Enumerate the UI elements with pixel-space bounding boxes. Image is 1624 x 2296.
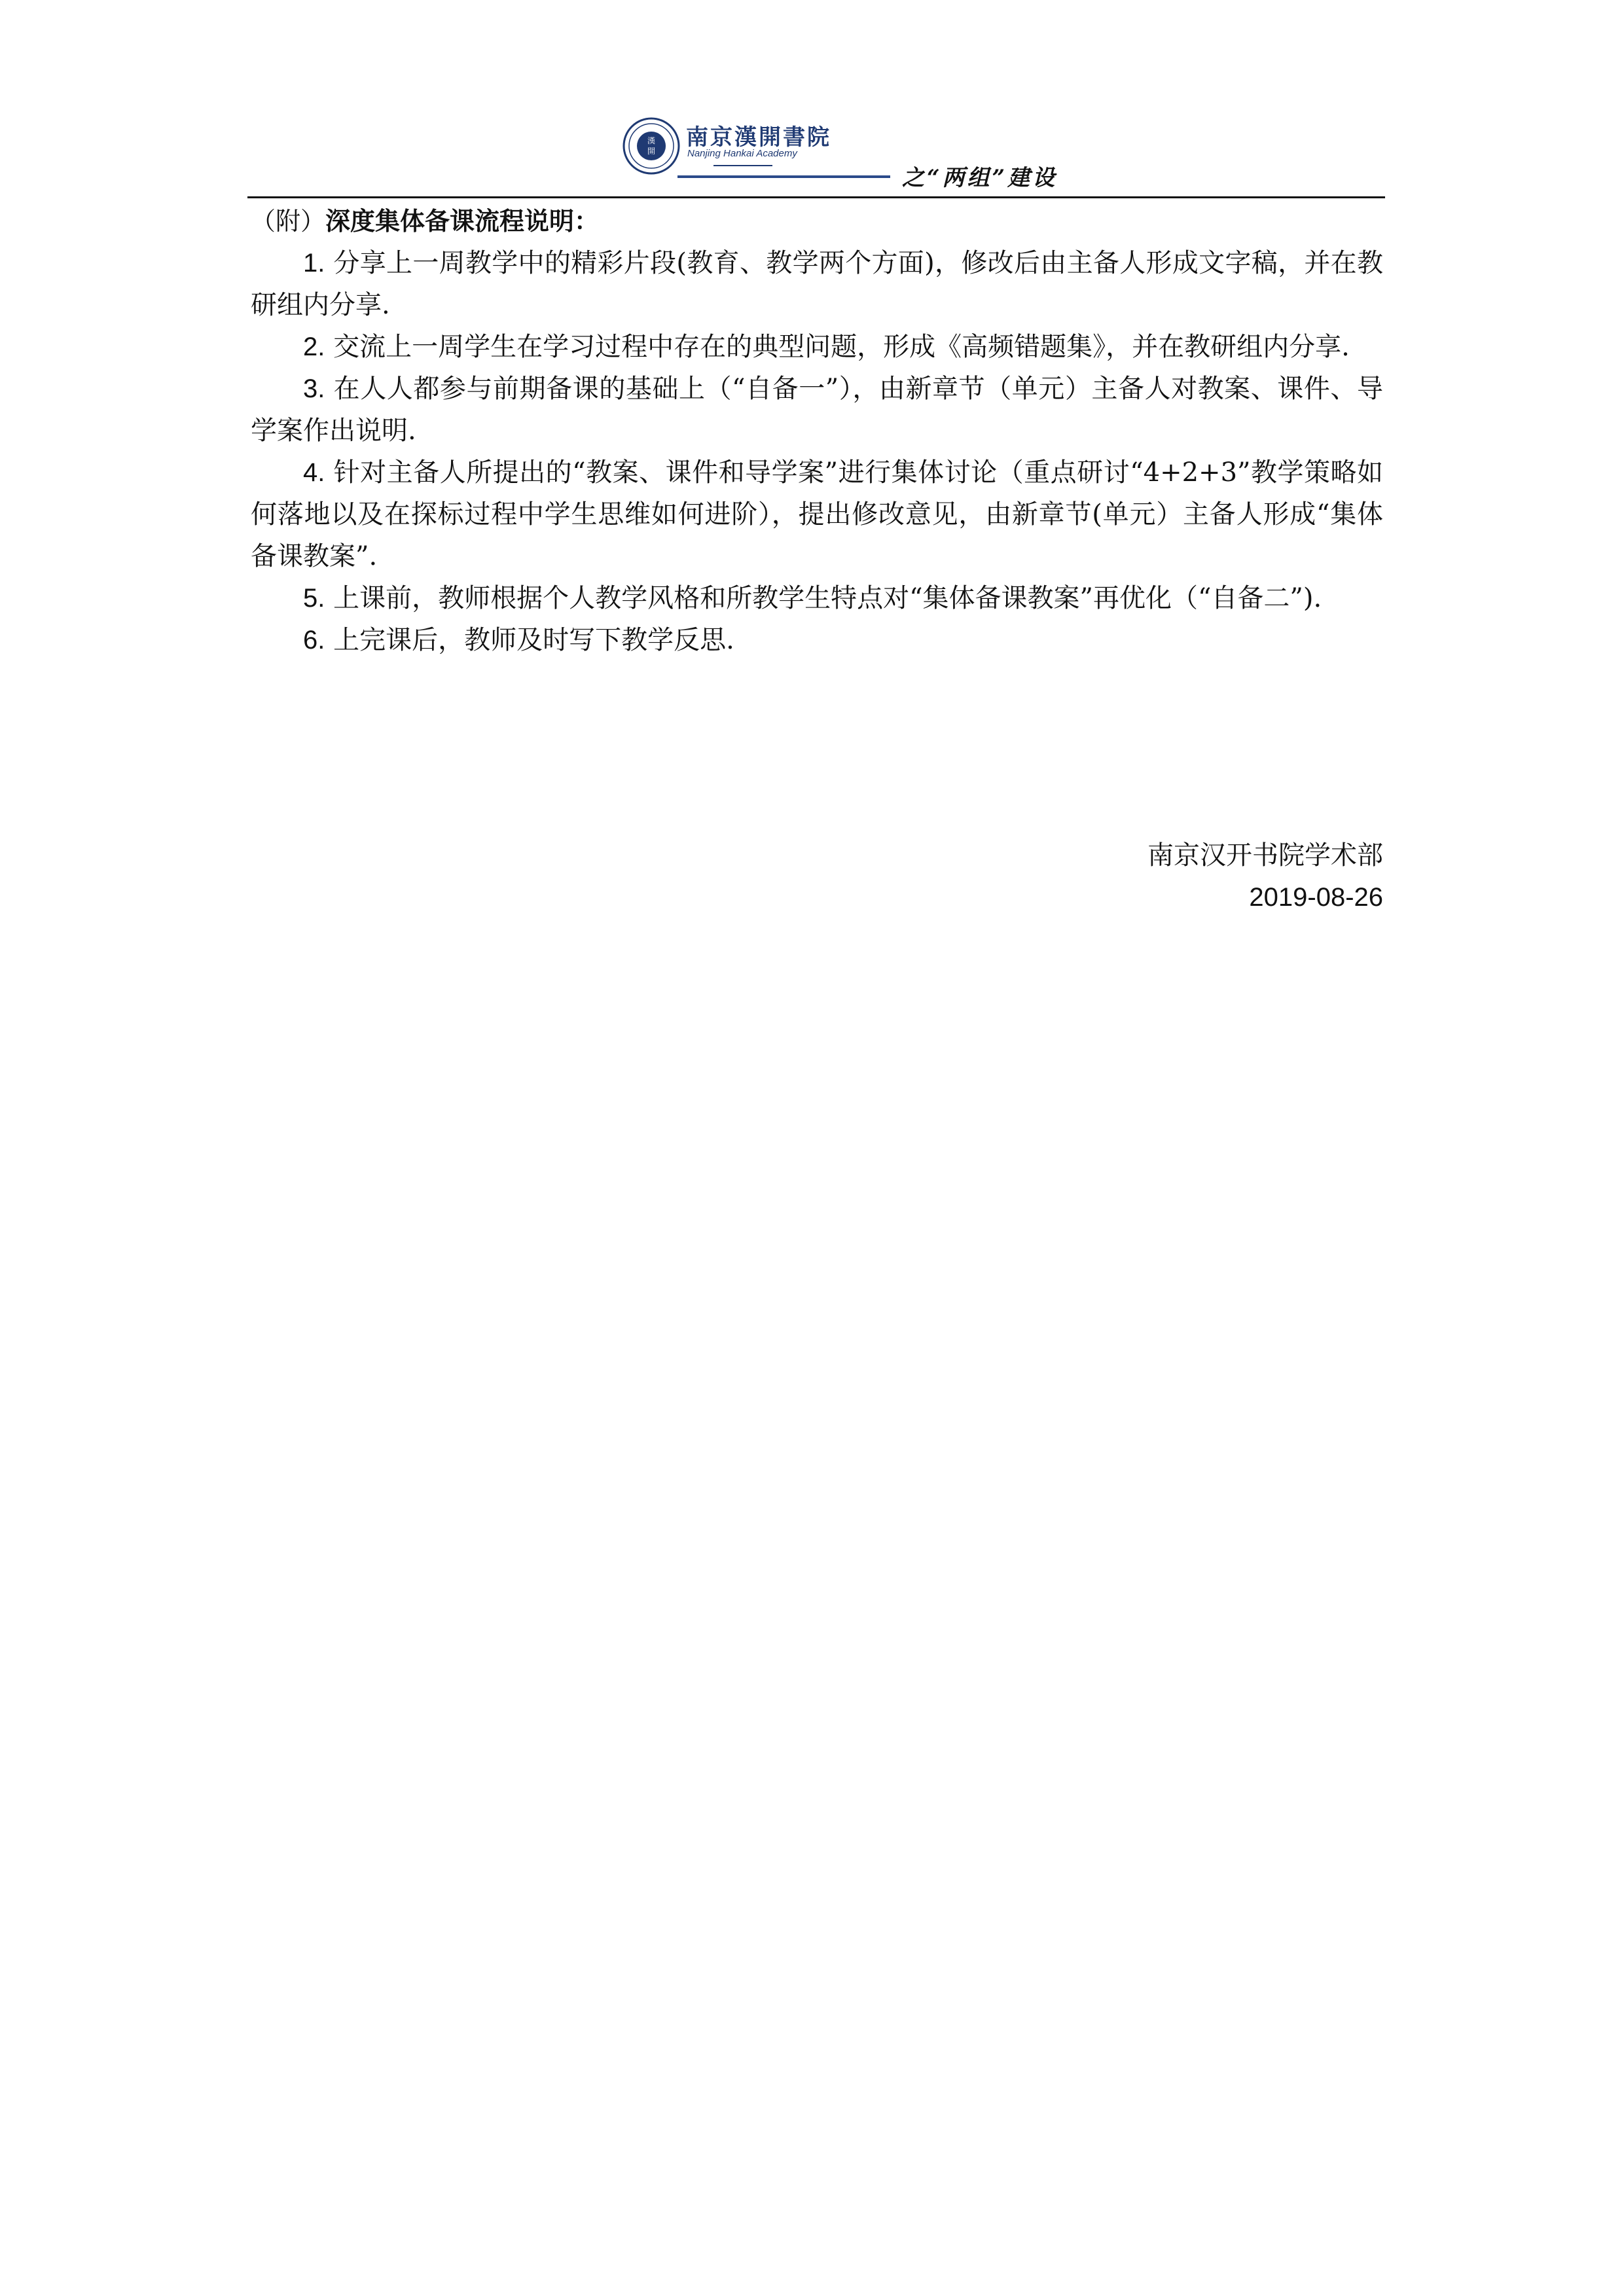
section-label: （附） [251, 207, 326, 236]
list-item-text: 分享上一周教学中的精彩片段(教育、教学两个方面)，修改后由主备人形成文字稿，并在教研组内分享. [251, 248, 1383, 320]
document-body [251, 200, 1383, 661]
logo-underline [713, 165, 772, 166]
list-item [251, 242, 1383, 326]
list-item [251, 577, 1383, 619]
section-heading: 深度集体备课流程说明： [325, 206, 600, 236]
signature-date: 2019-08-26 [1249, 883, 1383, 912]
academy-logo [622, 117, 831, 177]
header-rule [247, 196, 1385, 198]
list-item-text: 针对主备人所提出的“教案、课件和导学案”进行集体讨论（重点研讨“4+2+3”教学策略如何落地以及在探标过程中学生思维如何进阶），提出修改意见，由新章节(单元）主备人形成“集体备课教案”. [251, 457, 1383, 571]
list-item-number: 5. [303, 584, 325, 613]
list-item [251, 619, 1383, 661]
seal-text-bottom: 開 [647, 147, 656, 156]
signature-block [1147, 834, 1383, 918]
list-item-number: 3. [303, 374, 325, 403]
list-item-text: 在人人都参与前期备课的基础上（“自备一”），由新章节（单元）主备人对教案、课件、导学案作出说明. [251, 374, 1383, 446]
list-item-text: 上完课后，教师及时写下教学反思. [333, 625, 734, 655]
list-item [251, 368, 1383, 452]
list-item-number: 2. [303, 332, 325, 361]
page-header [0, 0, 1624, 203]
signature-org: 南京汉开书院学术部 [1147, 840, 1383, 870]
header-subtitle: 之“两组”建设 [902, 165, 1058, 191]
list-item-number: 4. [303, 458, 325, 487]
list-item [251, 452, 1383, 577]
list-item-number: 1. [303, 249, 325, 278]
logo-name-cn: 南京漢開書院 [686, 124, 831, 151]
header-accent-line [677, 175, 890, 178]
seal-text-top: 漢 [647, 136, 656, 145]
list-item-number: 6. [303, 626, 325, 655]
list-item [251, 326, 1383, 368]
academy-seal-icon [622, 117, 681, 175]
section-title [251, 200, 1383, 242]
logo-name-en: Nanjing Hankai Academy [687, 148, 797, 159]
list-item-text: 交流上一周学生在学习过程中存在的典型问题，形成《高频错题集》，并在教研组内分享. [333, 332, 1350, 362]
list-item-text: 上课前，教师根据个人教学风格和所教学生特点对“集体备课教案”再优化（“自备二”). [333, 583, 1322, 613]
